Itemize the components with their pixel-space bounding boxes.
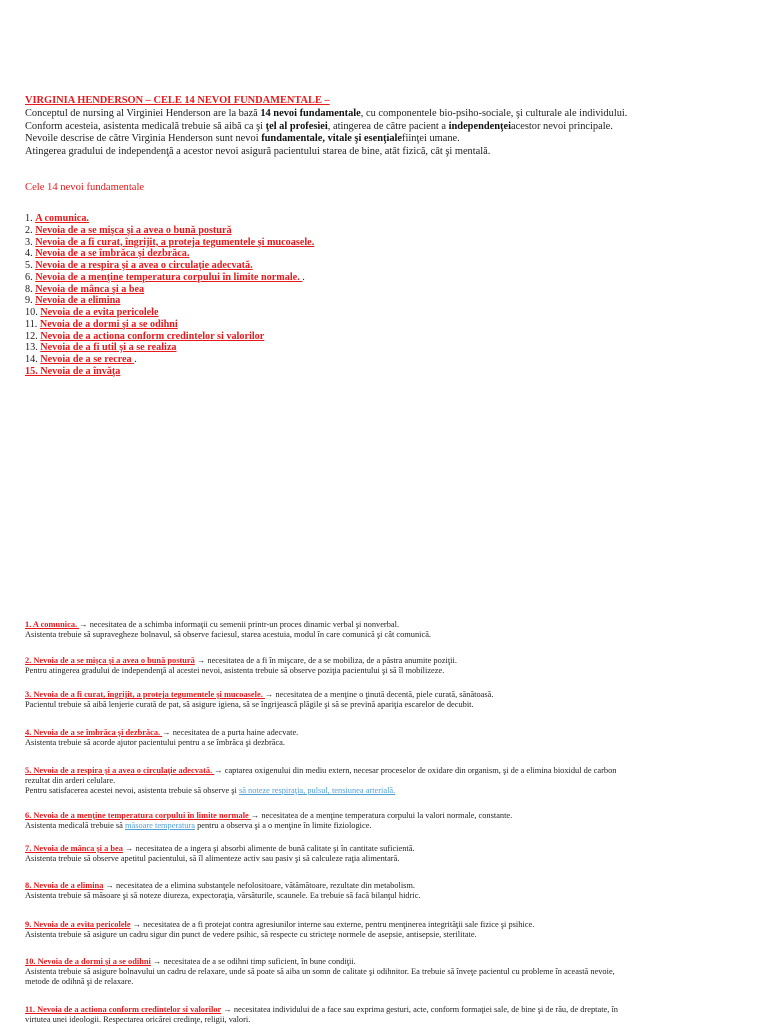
list-item-number: 3. <box>25 236 36 248</box>
list-item-label[interactable]: 15. Nevoia de a învăţa <box>25 365 121 377</box>
need-paragraph-line: Asistenta trebuie să supravegheze bolnavul, să observe faciesul, starea acestuia, modul în care comunică şi cât comunică. <box>25 630 432 639</box>
need-paragraph <box>25 811 512 831</box>
list-item-number: 10. <box>25 307 41 318</box>
list-item-number: 1. <box>25 213 36 224</box>
need-paragraph <box>25 620 431 640</box>
need-paragraph-first-line <box>25 690 493 700</box>
need-heading[interactable]: 8. Nevoia de a elimina <box>25 881 104 890</box>
intro-line-4: Atingerea gradului de independenţă a acestor nevoi asigură pacientului starea de bine, atât fizică, cât şi mentală. <box>25 146 491 158</box>
list-item <box>25 237 314 249</box>
section-heading: Cele 14 nevoi fundamentale <box>25 182 145 193</box>
need-paragraph-line: Asistenta trebuie să asigure bolnavului un cadru de relaxare, unde să poate să aiba un somn de calitate şi odihnitor. Ea trebuie să înveţe pacientul cu probleme în această nevoie, <box>25 967 615 976</box>
need-paragraph-first-line <box>25 844 415 854</box>
list-item-number: 13. <box>25 342 41 354</box>
needs-list <box>25 213 314 378</box>
list-item-number: 6. <box>25 271 36 283</box>
list-item-label[interactable]: Nevoia de a dormi şi a se odihni <box>39 318 178 330</box>
need-description: → necesitatea de a fi protejat contra agresiunilor interne sau externe, pentru menţinerea integrităţii sale fizice şi psihice. <box>130 920 535 929</box>
need-paragraph <box>25 656 457 676</box>
need-paragraph-line: Asistenta trebuie să observe apetitul pacientului, să îl alimenteze activ sau pasiv şi să calculeze raţia alimentară. <box>25 854 400 863</box>
need-paragraph <box>25 728 298 748</box>
need-heading[interactable]: 4. Nevoia de a se îmbrăca şi dezbrăca. <box>25 728 163 737</box>
list-item-label[interactable]: Nevoia de a fi curat, îngrijit, a proteja tegumentele şi mucoasele. <box>35 236 315 248</box>
need-heading[interactable]: 11. Nevoia de a actiona conform credintelor si valorilor <box>25 1005 222 1014</box>
list-item <box>25 295 314 307</box>
need-heading[interactable]: 10. Nevoia de a dormi şi a se odihni <box>25 957 151 966</box>
list-item-label[interactable]: Nevoia de a fi util şi a se realiza <box>40 342 177 354</box>
need-paragraph-first-line <box>25 766 616 776</box>
need-heading[interactable]: 1. A comunica. <box>25 620 80 629</box>
list-item-suffix: . <box>302 271 305 283</box>
need-description: → necesitatea de a menţine o ţinută decentă, piele curată, sănătoasă. <box>264 690 494 699</box>
list-item-number: 4. <box>25 248 36 260</box>
list-item-label[interactable]: Nevoia de a se îmbrăca şi dezbrăca. <box>35 248 190 260</box>
need-paragraph-line: Asistenta trebuie să asigure un cadru sigur din punct de vedere psihic, să respecte cu stricteţe normele de asepsie, antisepsie, sterilitate. <box>25 930 477 939</box>
list-item-label[interactable]: Nevoia de a evita pericolele <box>40 307 159 318</box>
list-item-label[interactable]: A comunica. <box>35 213 89 224</box>
need-paragraph-first-line <box>25 656 457 666</box>
need-paragraph-line: metode de odihnă şi de relaxare. <box>25 977 134 986</box>
list-item <box>25 354 314 366</box>
need-paragraph-first-line <box>25 920 534 930</box>
need-paragraph <box>25 1005 618 1025</box>
list-item-number: 5. <box>25 260 36 271</box>
list-item <box>25 307 314 319</box>
need-paragraph-line: rezultat din arderi celulare. <box>25 776 116 785</box>
need-paragraph <box>25 766 616 796</box>
list-item-label[interactable]: Nevoia de a actiona conform credintelor si valorilor <box>40 330 265 342</box>
need-description: → captarea oxigenului din mediu extern, necesar proceselor de oxidare din organism, şi de a elimina bioxidul de carbon <box>214 766 617 775</box>
list-item <box>25 225 314 237</box>
need-paragraph <box>25 920 534 940</box>
list-item-number: 11. <box>25 318 40 330</box>
need-paragraph <box>25 881 421 901</box>
list-item-label[interactable]: Nevoia de a se mişca şi a avea o bună postură <box>35 224 232 236</box>
list-item-number: 12. <box>25 330 41 342</box>
list-item-label[interactable]: Nevoia de a elimina <box>35 295 121 307</box>
need-description: → necesitatea de a purta haine adecvate. <box>162 728 299 737</box>
list-item-label[interactable]: Nevoia de mânca şi a bea <box>35 283 145 295</box>
intro-line-2: Conform acesteia, asistenta medicală trebuie să aibă ca şi ţel al profesiei, atingerea de către pacient a independenţeiacestor nevoi principale. <box>25 120 613 132</box>
list-item <box>25 213 314 225</box>
intro-line-3: Nevoile descrise de către Virginia Henderson sunt nevoi fundamentale, vitale şi esenţialefiinţei umane. <box>25 133 460 145</box>
need-paragraph-line: Asistenta trebuie să măsoare şi să noteze diureza, expectoraţia, vărsăturile, scaunele. Ea trebuie să facă bilanţul hidric. <box>25 891 421 900</box>
document-title: VIRGINIA HENDERSON – CELE 14 NEVOI FUNDAMENTALE – <box>25 95 330 106</box>
list-item-number: 9. <box>25 295 36 307</box>
list-item-label[interactable]: Nevoia de a se recrea <box>40 354 135 365</box>
need-description: → necesitatea de a se odihni timp suficient, în bune condiţii. <box>150 957 356 966</box>
need-heading[interactable]: 5. Nevoia de a respira şi a avea o circulaţie adecvată. <box>25 766 215 775</box>
need-paragraph-first-line <box>25 1005 618 1015</box>
need-paragraph-first-line <box>25 811 512 821</box>
inline-link[interactable]: să noteze respiraţia, pulsul, tensiunea arterială. <box>238 786 396 795</box>
need-heading[interactable]: 2. Nevoia de a se mişca şi a avea o bună postură <box>25 656 195 665</box>
need-paragraph-first-line <box>25 881 421 891</box>
list-item-number: 2. <box>25 224 36 236</box>
list-item-suffix: . <box>134 354 137 365</box>
inline-link[interactable]: măsoare temperatura <box>125 821 195 830</box>
need-description: → necesitatea individului de a face sau exprima gesturi, acte, conform formaţiei sale, de bine şi de rău, de dreptate, în <box>221 1005 618 1014</box>
need-heading[interactable]: 9. Nevoia de a evita pericolele <box>25 920 131 929</box>
list-item <box>25 260 314 272</box>
list-item-label[interactable]: Nevoia de a menţine temperatura corpului în limite normale. <box>35 271 303 283</box>
need-paragraph <box>25 844 415 864</box>
list-item <box>25 331 314 343</box>
list-item <box>25 248 314 260</box>
list-item <box>25 366 314 378</box>
list-item-label[interactable]: Nevoia de a respira şi a avea o circulaţie adecvată. <box>35 260 253 271</box>
list-item-number: 14. <box>25 354 41 365</box>
need-paragraph-line: virtutea unei ideologii. Respectarea oricărei credinţe, religii, valori. <box>25 1015 251 1024</box>
need-paragraph <box>25 690 493 710</box>
list-item <box>25 319 314 331</box>
list-item <box>25 284 314 296</box>
need-paragraph-line: Asistenta medicală trebuie să măsoare temperatura pentru a observa şi a o menţine în limite fiziologice. <box>25 821 372 830</box>
need-heading[interactable]: 7. Nevoia de mânca şi a bea <box>25 844 123 853</box>
need-paragraph-first-line <box>25 957 615 967</box>
need-paragraph-line: Pacientul trebuie să aibă lenjerie curată de pat, să asigure igiena, să se îngrijească plăgile şi să se prevină apariţia escarelor de decubit. <box>25 700 474 709</box>
list-item <box>25 342 314 354</box>
need-paragraph <box>25 957 615 987</box>
need-paragraph-line: Pentru atingerea gradului de independenţă al acestei nevoi, asistenta trebuie să observe poziţia pacientului şi să îl mobilizeze. <box>25 666 445 675</box>
need-description: → necesitatea de a elimina substanţele nefolositoare, vătămătoare, rezultate din metabolism. <box>103 881 416 890</box>
need-description: → necesitatea de a ingera şi absorbi alimente de bună calitate şi în cantitate suficientă. <box>122 844 415 853</box>
need-description: → necesitatea de a schimba informaţii cu semenii printr-un proces dinamic verbal şi nonverbal. <box>79 620 400 629</box>
need-heading[interactable]: 3. Nevoia de a fi curat, îngrijit, a proteja tegumentele şi mucoasele. <box>25 690 265 699</box>
need-heading[interactable]: 6. Nevoia de a menţine temperatura corpului în limite normale <box>25 811 251 820</box>
need-description: → necesitatea de a menţine temperatura corpului la valori normale, constante. <box>250 811 513 820</box>
need-paragraph-line: Pentru satisfacerea acestei nevoi, asistenta trebuie să observe şi să noteze respiraţia, pulsul, tensiunea arterială. <box>25 786 396 795</box>
list-item <box>25 272 314 284</box>
intro-section <box>25 95 627 159</box>
need-paragraph-first-line <box>25 620 431 630</box>
need-paragraph-first-line <box>25 728 298 738</box>
need-description: → necesitatea de a fi în mişcare, de a se mobiliza, de a păstra anumite poziţii. <box>194 656 457 665</box>
need-paragraph-line: Asistenta trebuie să acorde ajutor pacientului pentru a se îmbrăca şi dezbrăca. <box>25 738 285 747</box>
intro-line-1: Conceptul de nursing al Virginiei Henderson are la bază 14 nevoi fundamentale, cu componentele bio-psiho-sociale, şi culturale ale individului. <box>25 107 628 119</box>
list-item-number: 8. <box>25 283 36 295</box>
